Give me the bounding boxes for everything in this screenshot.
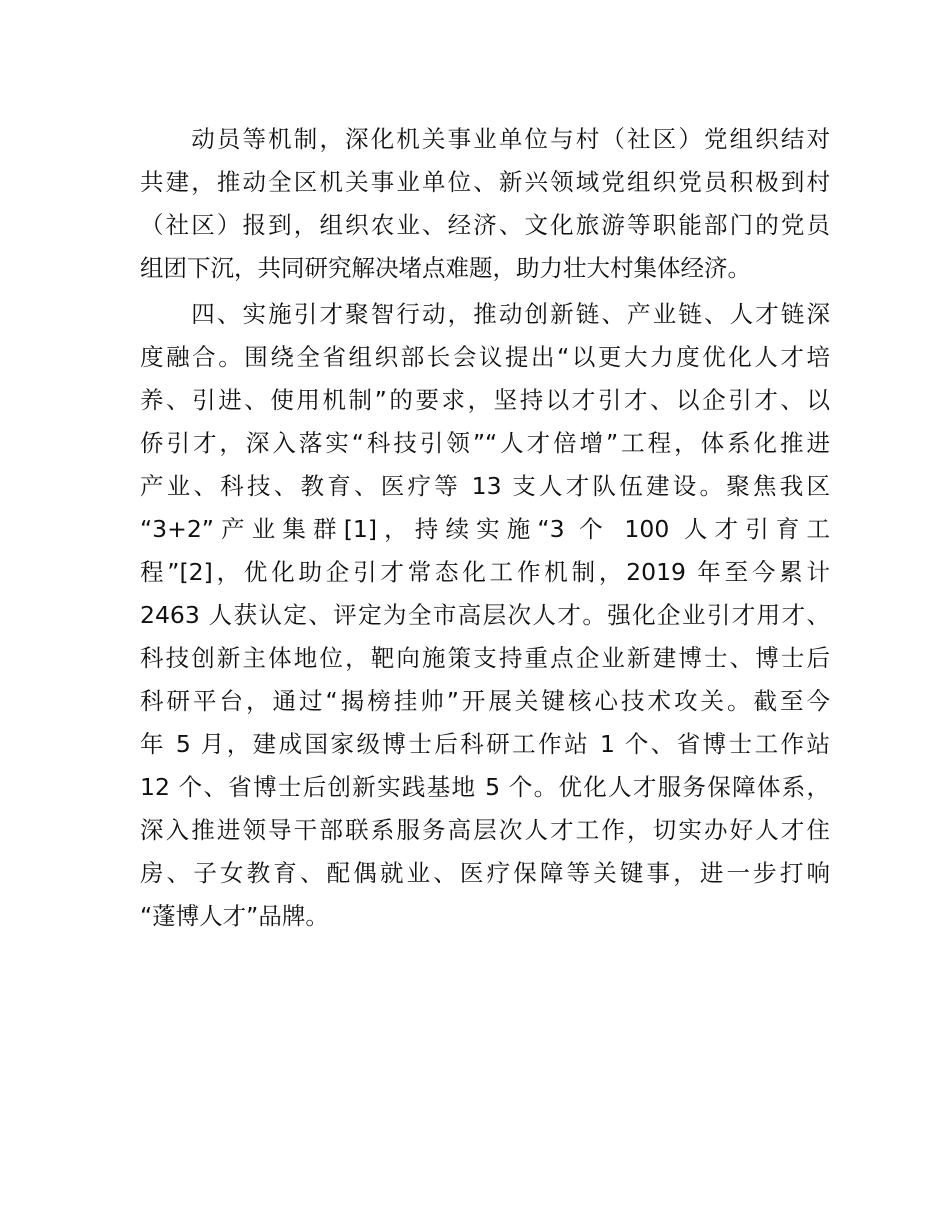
text-line: 组团下沉，共同研究解决堵点难题，助力壮大村集体经济。: [140, 254, 751, 282]
text-line: 2463 人获认定、评定为全市高层次人才。强化企业引才用才、: [140, 601, 830, 629]
paragraph-2: [140, 293, 830, 938]
text-line: 四、实施引才聚智行动，推动创新链、产业链、人才链深: [140, 300, 830, 328]
text-line: 深入推进领导干部联系服务高层次人才工作，切实办好人才住: [140, 816, 830, 844]
text-line: 养、引进、使用机制”的要求，坚持以才引才、以企引才、以: [140, 386, 830, 414]
paragraph-1: [140, 118, 830, 290]
text-line: 动员等机制，深化机关事业单位与村（社区）党组织结对: [140, 125, 830, 153]
text-line: “3+2”产业集群[1]，持续实施“3 个 100 人才引育工: [140, 515, 830, 543]
text-line: 年 5 月，建成国家级博士后科研工作站 1 个、省博士工作站: [140, 730, 830, 758]
text-line: 程”[2]，优化助企引才常态化工作机制，2019 年至今累计: [140, 558, 830, 586]
text-line: 12 个、省博士后创新实践基地 5 个。优化人才服务保障体系，: [140, 773, 830, 801]
document-body: [140, 118, 830, 941]
text-line: 侨引才，深入落实“科技引领”“人才倍增”工程，体系化推进: [140, 429, 830, 457]
text-line: “蓬博人才”品牌。: [140, 902, 329, 930]
text-line: 科研平台，通过“揭榜挂帅”开展关键核心技术攻关。截至今: [140, 687, 830, 715]
text-line: （社区）报到，组织农业、经济、文化旅游等职能部门的党员: [140, 211, 830, 239]
text-line: 房、子女教育、配偶就业、医疗保障等关键事，进一步打响: [140, 859, 830, 887]
text-line: 共建，推动全区机关事业单位、新兴领域党组织党员积极到村: [140, 168, 830, 196]
text-line: 产业、科技、教育、医疗等 13 支人才队伍建设。聚焦我区: [140, 472, 830, 500]
text-line: 度融合。围绕全省组织部长会议提出“以更大力度优化人才培: [140, 343, 830, 371]
text-line: 科技创新主体地位，靶向施策支持重点企业新建博士、博士后: [140, 644, 830, 672]
